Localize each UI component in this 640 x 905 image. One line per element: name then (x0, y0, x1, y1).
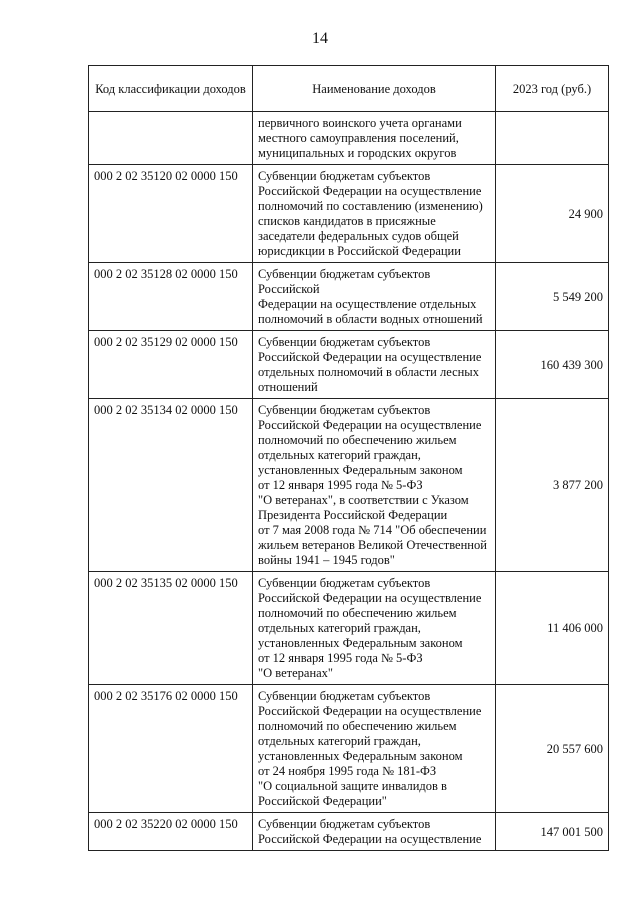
row-amount: 11 406 000 (496, 572, 609, 685)
row-name-line: Российской Федерации на осуществление (258, 184, 482, 198)
row-amount: 5 549 200 (496, 263, 609, 331)
row-name-line: от 12 января 1995 года № 5-ФЗ (258, 478, 423, 492)
row-amount: 147 001 500 (496, 813, 609, 851)
row-name-line: Российской Федерации на осуществление (258, 704, 482, 718)
header-code: Код классификации доходов (89, 66, 253, 112)
row-name-line: муниципальных и городских округов (258, 146, 457, 160)
table-row (89, 685, 609, 813)
row-name-line: установленных Федеральным законом (258, 636, 463, 650)
row-name-line: Российской Федерации на осуществление (258, 832, 482, 846)
row-name-line: полномочий по составлению (изменению) (258, 199, 483, 213)
row-name-line: отдельных полномочий в области лесных (258, 365, 479, 379)
row-name-line: Субвенции бюджетам субъектов (258, 689, 431, 703)
table-row (89, 813, 609, 851)
row-name-line: отдельных категорий граждан, (258, 734, 421, 748)
row-name (253, 331, 496, 399)
row-name (253, 572, 496, 685)
row-name-line: полномочий по обеспечению жильем (258, 433, 457, 447)
row-name-line: юрисдикции в Российской Федерации (258, 244, 461, 258)
row-name-line: Субвенции бюджетам субъектов (258, 169, 431, 183)
row-name-line: установленных Федеральным законом (258, 749, 463, 763)
row-name-line: "О ветеранах", в соответствии с Указом (258, 493, 469, 507)
row-amount: 3 877 200 (496, 399, 609, 572)
row-name-line: от 24 ноября 1995 года № 181-ФЗ (258, 764, 437, 778)
row-name-line: Субвенции бюджетам субъектов (258, 403, 431, 417)
table-row (89, 572, 609, 685)
row-name-line: Российской Федерации на осуществление (258, 591, 482, 605)
row-name-line: Президента Российской Федерации (258, 508, 448, 522)
revenue-table (88, 65, 609, 851)
table-row (89, 263, 609, 331)
row-name-line: "О социальной защите инвалидов в (258, 779, 447, 793)
row-code: 000 2 02 35120 02 0000 150 (89, 165, 253, 263)
row-name-line: войны 1941 – 1945 годов" (258, 553, 395, 567)
row-name-line: отдельных категорий граждан, (258, 621, 421, 635)
row-name-line: Федерации на осуществление отдельных (258, 297, 477, 311)
table-row (89, 165, 609, 263)
row-name-line: отношений (258, 380, 318, 394)
row-name-line: первичного воинского учета органами (258, 116, 462, 130)
row-name-line: от 12 января 1995 года № 5-ФЗ (258, 651, 423, 665)
row-code: 000 2 02 35176 02 0000 150 (89, 685, 253, 813)
row-amount: 160 439 300 (496, 331, 609, 399)
row-code: 000 2 02 35135 02 0000 150 (89, 572, 253, 685)
row-code: 000 2 02 35220 02 0000 150 (89, 813, 253, 851)
row-name-line: жильем ветеранов Великой Отечественной (258, 538, 487, 552)
row-name-line: Субвенции бюджетам субъектов (258, 335, 431, 349)
row-code (89, 112, 253, 165)
row-name-line: Субвенции бюджетам субъектов (258, 817, 431, 831)
row-code: 000 2 02 35129 02 0000 150 (89, 331, 253, 399)
row-name-line: полномочий по обеспечению жильем (258, 606, 457, 620)
row-name (253, 813, 496, 851)
row-name-line: отдельных категорий граждан, (258, 448, 421, 462)
row-name-line: Субвенции бюджетам субъектов (258, 576, 431, 590)
row-name-line: полномочий в области водных отношений (258, 312, 483, 326)
row-code: 000 2 02 35128 02 0000 150 (89, 263, 253, 331)
table-row (89, 112, 609, 165)
row-name-line: местного самоуправления поселений, (258, 131, 459, 145)
row-name (253, 165, 496, 263)
header-name: Наименование доходов (253, 66, 496, 112)
row-name (253, 399, 496, 572)
row-amount: 20 557 600 (496, 685, 609, 813)
row-name-line: от 7 мая 2008 года № 714 "Об обеспечении (258, 523, 487, 537)
row-name (253, 263, 496, 331)
row-name-line: полномочий по обеспечению жильем (258, 719, 457, 733)
row-name (253, 685, 496, 813)
row-name-line: заседатели федеральных судов общей (258, 229, 459, 243)
row-name-line: установленных Федеральным законом (258, 463, 463, 477)
table-row (89, 331, 609, 399)
row-name-line: Субвенции бюджетам субъектов Российской (258, 267, 431, 296)
row-amount (496, 112, 609, 165)
table-row (89, 399, 609, 572)
row-code: 000 2 02 35134 02 0000 150 (89, 399, 253, 572)
row-name-line: Российской Федерации на осуществление (258, 350, 482, 364)
header-amount: 2023 год (руб.) (496, 66, 609, 112)
row-name-line: Российской Федерации" (258, 794, 387, 808)
row-name-line: списков кандидатов в присяжные (258, 214, 436, 228)
row-name-line: "О ветеранах" (258, 666, 334, 680)
row-amount: 24 900 (496, 165, 609, 263)
table-header-row (89, 66, 609, 112)
row-name (253, 112, 496, 165)
page-number: 14 (312, 30, 328, 47)
row-name-line: Российской Федерации на осуществление (258, 418, 482, 432)
table-body (89, 112, 609, 851)
